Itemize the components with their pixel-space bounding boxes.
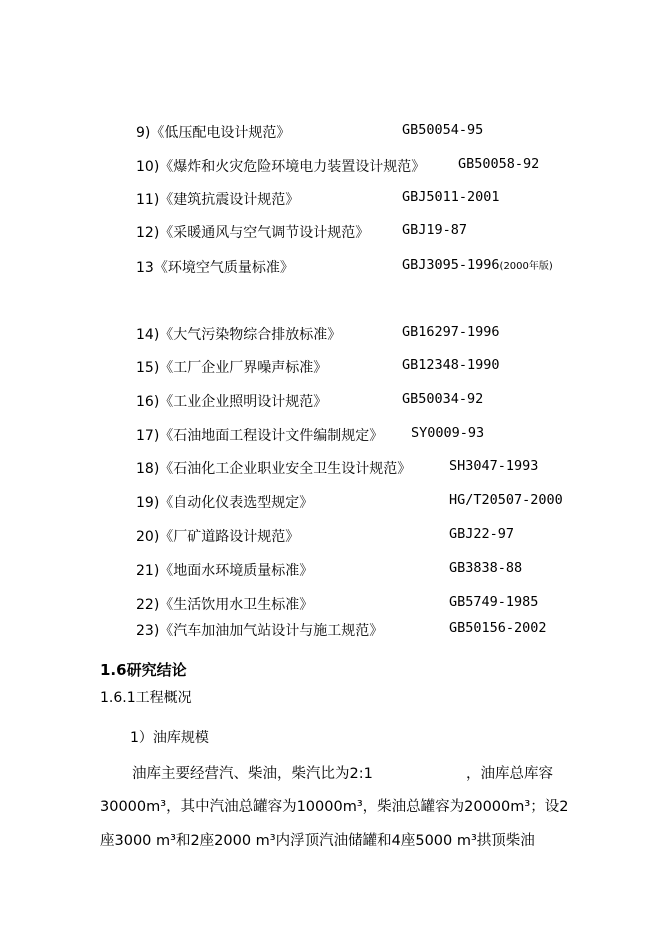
reference-title: 18)《石油化工企业职业安全卫生设计规范》 bbox=[136, 461, 412, 477]
reference-item bbox=[0, 324, 662, 344]
reference-item bbox=[0, 156, 662, 176]
reference-code bbox=[402, 257, 553, 273]
reference-code: GB50156-2002 bbox=[449, 620, 547, 636]
reference-title: 22)《生活饮用水卫生标准》 bbox=[136, 597, 314, 613]
reference-edition-note: (2000年版) bbox=[499, 261, 553, 272]
reference-code: GBJ19-87 bbox=[402, 222, 468, 238]
reference-title: 23)《汽车加油加气站设计与施工规范》 bbox=[136, 623, 384, 639]
reference-title: 20)《厂矿道路设计规范》 bbox=[136, 529, 300, 545]
reference-code: GB50054-95 bbox=[402, 122, 484, 138]
paragraph-line bbox=[466, 762, 566, 783]
reference-title: 10)《爆炸和火灾危险环境电力装置设计规范》 bbox=[136, 159, 426, 175]
reference-title: 13《环境空气质量标准》 bbox=[136, 260, 294, 276]
reference-code: GBJ5011-2001 bbox=[402, 189, 500, 205]
reference-item bbox=[0, 222, 662, 242]
reference-item bbox=[0, 526, 662, 546]
reference-code: GB50034-92 bbox=[402, 391, 484, 407]
reference-item bbox=[0, 492, 662, 512]
reference-item bbox=[0, 189, 662, 209]
reference-title: 9)《低压配电设计规范》 bbox=[136, 125, 291, 141]
reference-title: 14)《大气污染物综合排放标准》 bbox=[136, 327, 342, 343]
reference-item bbox=[0, 594, 662, 614]
reference-title: 15)《工厂企业厂界噪声标准》 bbox=[136, 360, 328, 376]
reference-item bbox=[0, 458, 662, 478]
paragraph-line: 座3000 m³和2座2000 m³内浮顶汽油储罐和4座5000 m³拱顶柴油 bbox=[100, 833, 535, 849]
reference-code-value: GBJ3095-1996 bbox=[402, 257, 500, 273]
reference-item bbox=[0, 391, 662, 411]
subsection-heading: 1.6.1工程概况 bbox=[100, 690, 192, 706]
paragraph-line: 30000m³，其中汽油总罐容为10000m³，柴油总罐容为20000m³；设2 bbox=[100, 799, 569, 815]
reference-title: 19)《自动化仪表选型规定》 bbox=[136, 495, 314, 511]
reference-code: GB16297-1996 bbox=[402, 324, 500, 340]
reference-item bbox=[0, 257, 662, 277]
reference-title: 16)《工业企业照明设计规范》 bbox=[136, 394, 328, 410]
reference-code: HG/T20507-2000 bbox=[449, 492, 563, 508]
reference-title: 11)《建筑抗震设计规范》 bbox=[136, 192, 300, 208]
reference-code: SH3047-1993 bbox=[449, 458, 539, 474]
reference-item bbox=[0, 620, 662, 640]
reference-title: 21)《地面水环境质量标准》 bbox=[136, 563, 314, 579]
reference-code: GB12348-1990 bbox=[402, 357, 500, 373]
reference-item bbox=[0, 425, 662, 445]
paragraph-text: 油库主要经营汽、柴油，柴汽比为2:1 bbox=[132, 766, 373, 782]
reference-title: 12)《采暖通风与空气调节设计规范》 bbox=[136, 225, 370, 241]
section-heading: 1.6研究结论 bbox=[100, 661, 187, 679]
reference-code: SY0009-93 bbox=[411, 425, 485, 441]
reference-item bbox=[0, 357, 662, 377]
reference-item bbox=[0, 560, 662, 580]
reference-item bbox=[0, 122, 662, 142]
reference-code: GB5749-1985 bbox=[449, 594, 539, 610]
reference-code: GBJ22-97 bbox=[449, 526, 515, 542]
reference-code: GB50058-92 bbox=[458, 156, 540, 172]
reference-code: GB3838-88 bbox=[449, 560, 523, 576]
reference-title: 17)《石油地面工程设计文件编制规定》 bbox=[136, 428, 384, 444]
list-item-heading: 1）油库规模 bbox=[130, 730, 209, 746]
paragraph-text: ，油库总库容 bbox=[466, 766, 553, 782]
